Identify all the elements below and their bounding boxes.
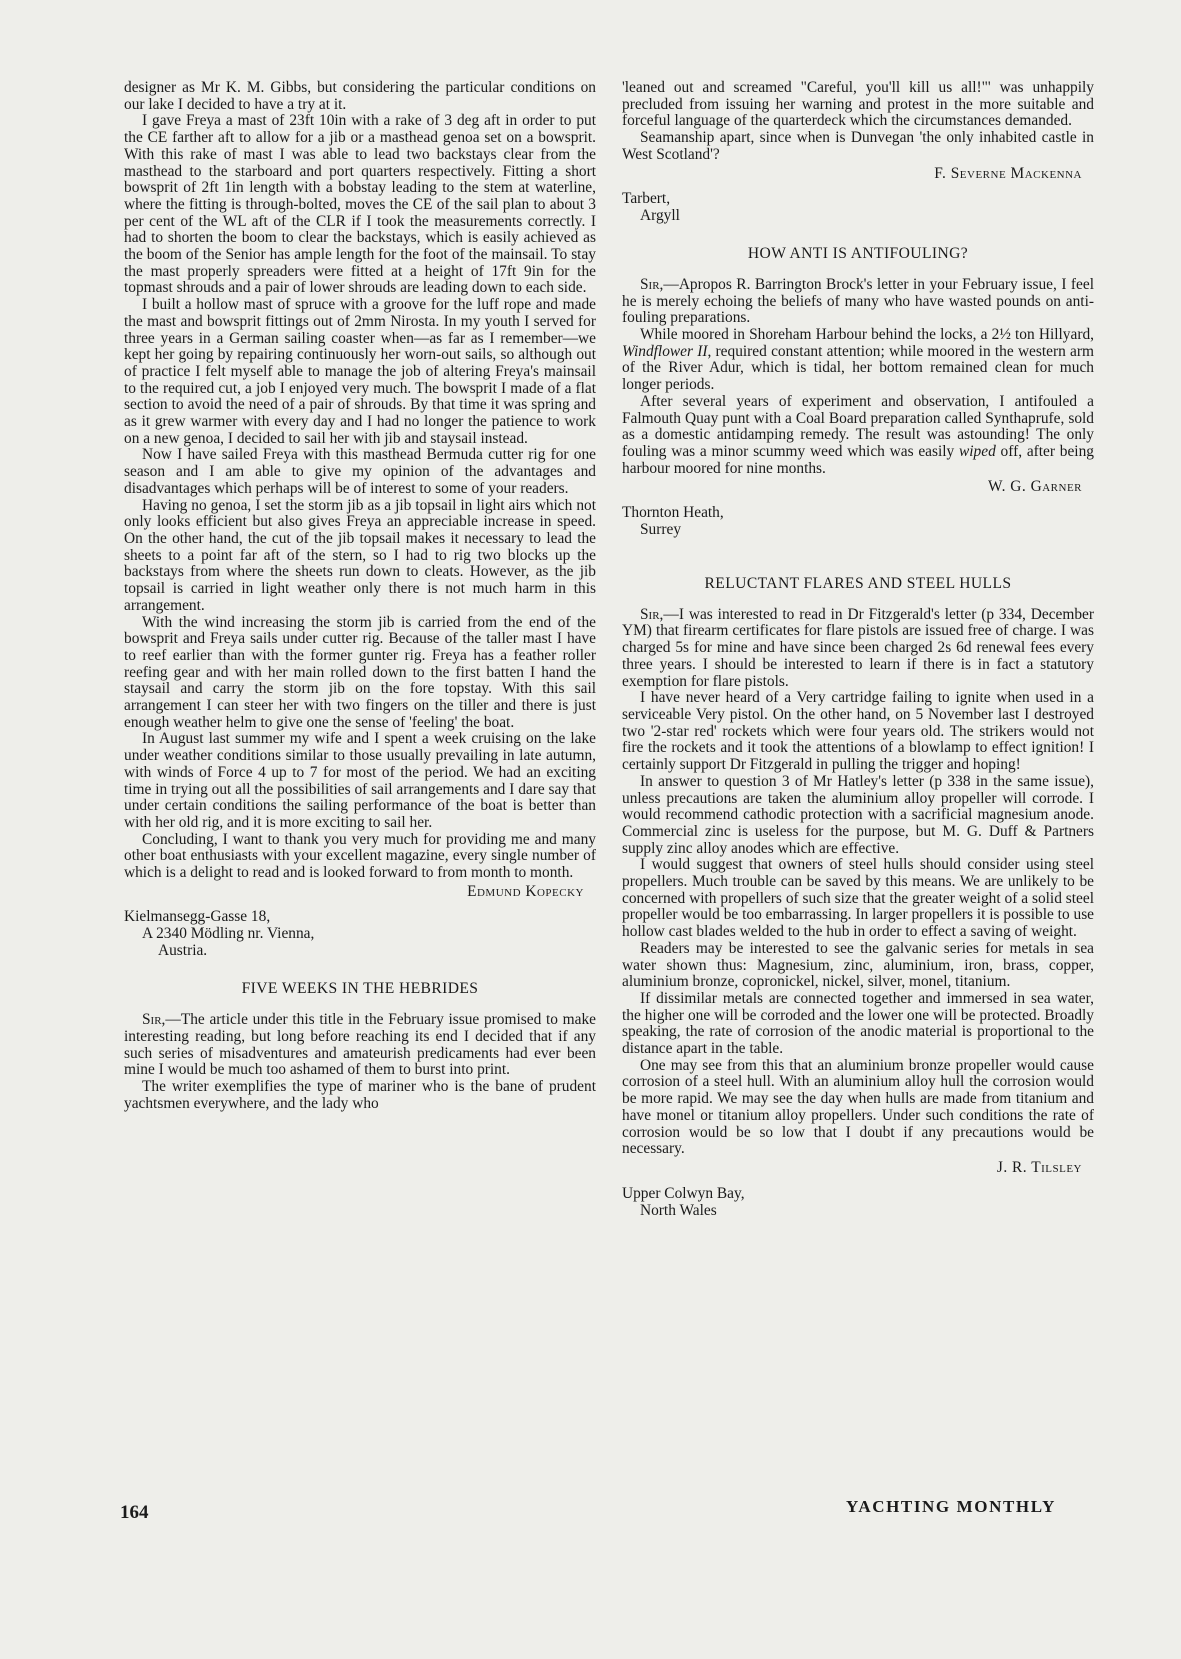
letter-signature: Edmund Kopecky <box>467 882 584 900</box>
paragraph-text: , required constant attention; while moored in the western arm of the River Adur, which is tidal, her bottom remained clean for much longer periods. <box>622 342 1094 394</box>
paragraph-text: While moored in Shoreham Harbour behind the locks, a 2½ ton Hillyard, <box>640 326 1094 344</box>
right-column <box>622 80 1094 1219</box>
paragraph: Seamanship apart, since when is Dunvegan 'the only inhabited castle in West Scotland'? <box>622 129 1094 163</box>
boat-name: Windflower II <box>622 342 708 360</box>
paragraph: One may see from this that an aluminium bronze propeller would cause corrosion of a steel hull. With an aluminium alloy hull the corrosion would be more rapid. We may see the day when hulls are made from titanium and have monel or titanium alloy propellers. Under such conditions the rate of corrosion would be so low that I doubt if any precautions would be necessary. <box>622 1056 1094 1158</box>
salutation: Sir, <box>640 275 664 293</box>
paragraph: In August last summer my wife and I spent a week cruising on the lake under weather conditions similar to those usually prevailing in late autumn, with winds of Force 4 up to 7 for most of the period. We had an exciting time in trying out all the possibilities of sail arrangements and I dare say that under certain conditions the sailing performance of the boat is better than with her old rig, and it is more exciting to sail her. <box>124 730 596 831</box>
address-line: Thornton Heath, <box>622 504 724 522</box>
left-column <box>124 80 596 1112</box>
letter-heading: HOW ANTI IS ANTIFOULING? <box>747 245 969 263</box>
address-line: Upper Colwyn Bay, <box>622 1184 745 1202</box>
paragraph: designer as Mr K. M. Gibbs, but considering the particular conditions on our lake I decided to have a try at it. <box>124 79 596 113</box>
paragraph-text: After several years of experiment and observation, I antifouled a Falmouth Quay punt with a Coal Board preparation called Synthaprufe, sold as a domestic antidamping remedy. The result was astounding! The only fouling was a minor scummy weed which was easily <box>622 392 1094 460</box>
paragraph: I built a hollow mast of spruce with a groove for the luff rope and made the mast and bowsprit fittings out of 2mm Nirosta. In my youth I served for three years in a German sailing coaster when—as far as I remember—we kept her going by repairing continuously her worn-out sails, so although out of practice I felt myself able to manage the job of altering Freya's mainsail to the required cut, a job I enjoyed very much. The bowsprit I made of a flat section to avoid the need of a pair of shrouds. By that time it was spring and as it grew warmer with every day and I had no longer the patience to work on a new genoa, I decided to sail her with jib and staysail instead. <box>124 296 596 447</box>
letter-heading: RELUCTANT FLARES AND STEEL HULLS <box>704 575 1012 593</box>
address-line: Surrey <box>640 521 682 539</box>
salutation: Sir, <box>640 605 664 623</box>
address-line: Argyll <box>640 207 680 225</box>
address-line: A 2340 Mödling nr. Vienna, <box>142 925 315 943</box>
paragraph: In answer to question 3 of Mr Hatley's letter (p 338 in the same issue), unless precautions are taken the aluminium alloy propeller will corrode. I would recommend cathodic protection with a sacrificial magnesium anode. Commercial zinc is useless for the purpose, but M. G. Duff & Partners supply zinc alloy anodes which are effective. <box>622 772 1094 857</box>
paragraph: Now I have sailed Freya with this masthead Bermuda cutter rig for one season and I am able to give my opinion of the advantages and disadvantages which perhaps will be of interest to some of your readers. <box>124 446 596 497</box>
paragraph: Having no genoa, I set the storm jib as a jib topsail in light airs which not only looks efficient but also gives Freya an appreciable increase in speed. On the other hand, the cut of the jib topsail makes it necessary to lead the sheets to a point far aft of the stern, so I had to rig two blocks up the backstays from where the sheets run down to cleats. However, as the jib topsail is carried in light weather only there is not much harm in this arrangement. <box>124 496 596 614</box>
paragraph: I gave Freya a mast of 23ft 10in with a rake of 3 deg aft in order to put the CE farther aft to allow for a jib or a masthead genoa set on a bowsprit. With this rake of mast I was able to lead two backstays clear from the masthead to the starboard and port quarters respectively. Fitting a short bowsprit of 2ft 1in length with a bobstay leading to the stem at waterline, where the fitting is through-bolted, moves the CE of the sail plan to about 3 per cent of the WL aft of the CLR if I took the measurements correctly. I had to shorten the boom to clear the backstays, which is easily achieved as the boom of the Senior has ample length for the foot of the mainsail. To stay the mast properly spreaders were fitted at a height of 17ft 9in for the topmast shrouds and a pair of lower shrouds are leading down to each side. <box>124 112 596 297</box>
address-line: Tarbert, <box>622 190 671 208</box>
address-line: Kielmansegg-Gasse 18, <box>124 908 271 926</box>
sender-address <box>622 1185 1094 1219</box>
letter-signature: W. G. Garner <box>987 478 1082 496</box>
emphasis: wiped <box>959 442 996 460</box>
address-line: North Wales <box>640 1201 717 1219</box>
paragraph: Readers may be interested to see the galvanic series for metals in sea water shown thus: Magnesium, zinc, aluminium, iron, brass, copper, aluminium bronze, copronickel, nickel, silver, monel, titanium. <box>622 939 1094 991</box>
paragraph: —The article under this title in the February issue promised to make interesting reading, but long before reaching its end I decided that if any such series of misadventures and amateurish predicaments had ever been mine I would be much too ashamed of them to burst into print. <box>124 1011 596 1079</box>
paragraph: Concluding, I want to thank you very much for providing me and many other boat enthusiasts with your excellent magazine, every single number of which is a delight to read and is looked forward to from month to month. <box>124 830 596 882</box>
salutation: Sir, <box>142 1011 166 1029</box>
sender-address <box>622 504 1094 538</box>
letter-heading: FIVE WEEKS IN THE HEBRIDES <box>241 980 479 998</box>
page-number: 164 <box>120 1502 149 1523</box>
sender-address <box>622 190 1094 224</box>
address-line: Austria. <box>158 942 208 960</box>
magazine-title: YACHTING MONTHLY <box>846 1497 1056 1516</box>
letter-signature: J. R. Tilsley <box>996 1158 1082 1176</box>
paragraph: —Apropos R. Barrington Brock's letter in your February issue, I feel he is merely echoing the beliefs of many who have wasted pounds on anti-fouling preparations. <box>622 275 1094 327</box>
paragraph: The writer exemplifies the type of mariner who is the bane of prudent yachtsmen everywhere, and the lady who <box>124 1077 596 1112</box>
sender-address <box>124 908 596 959</box>
paragraph: 'leaned out and screamed "Careful, you'll kill us all!"' was unhappily precluded from issuing her warning and protest in the more suitable and forceful language of the quarterdeck which the circumstances demanded. <box>622 79 1094 130</box>
paragraph: With the wind increasing the storm jib is carried from the end of the bowsprit and Freya sails under cutter rig. Because of the taller mast I have to reef earlier than with the former gunter rig. Freya has a feather roller reefing gear and with her main rolled down to the first batten I hand the staysail and carry the storm jib on the fore topstay. With this sail arrangement I can steer her with two fingers on the tiller and there is just enough weather helm to give one the sense of 'feeling' the boat. <box>124 613 596 731</box>
paragraph: I have never heard of a Very cartridge failing to ignite when used in a serviceable Very pistol. On the other hand, on 5 November last I destroyed two '2-star red' rockets which were four years old. The strikers would not fire the rockets and it took the attentions of a blowlamp to effect ignition! I certainly support Dr Fitzgerald in pulling the trigger and hoping! <box>622 689 1094 774</box>
paragraph: If dissimilar metals are connected together and immersed in sea water, the higher one will be corroded and the lower one will be protected. Broadly speaking, the rate of corrosion of the anodic material is proportional to the distance apart in the table. <box>622 989 1094 1058</box>
paragraph-text: off, after being harbour moored for nine months. <box>622 442 1094 477</box>
paragraph: —I was interested to read in Dr Fitzgerald's letter (p 334, December YM) that firearm certificates for flare pistols are issued free of charge. I was charged 5s for mine and have since been charged 2s 6d renewal fees every three years. I should be interested to learn if there is in fact a statutory exemption for flare pistols. <box>622 605 1094 690</box>
paragraph: I would suggest that owners of steel hulls should consider using steel propellers. Much trouble can be saved by this means. We are unlikely to be concerned with propellers of such size that the greater weight of a solid steel propeller would be too embarrassing. In larger propellers it is possible to use hollow cast blades welded to the hub in order to effect a saving of weight. <box>622 856 1095 941</box>
letter-signature: F. Severne Mackenna <box>934 164 1082 182</box>
